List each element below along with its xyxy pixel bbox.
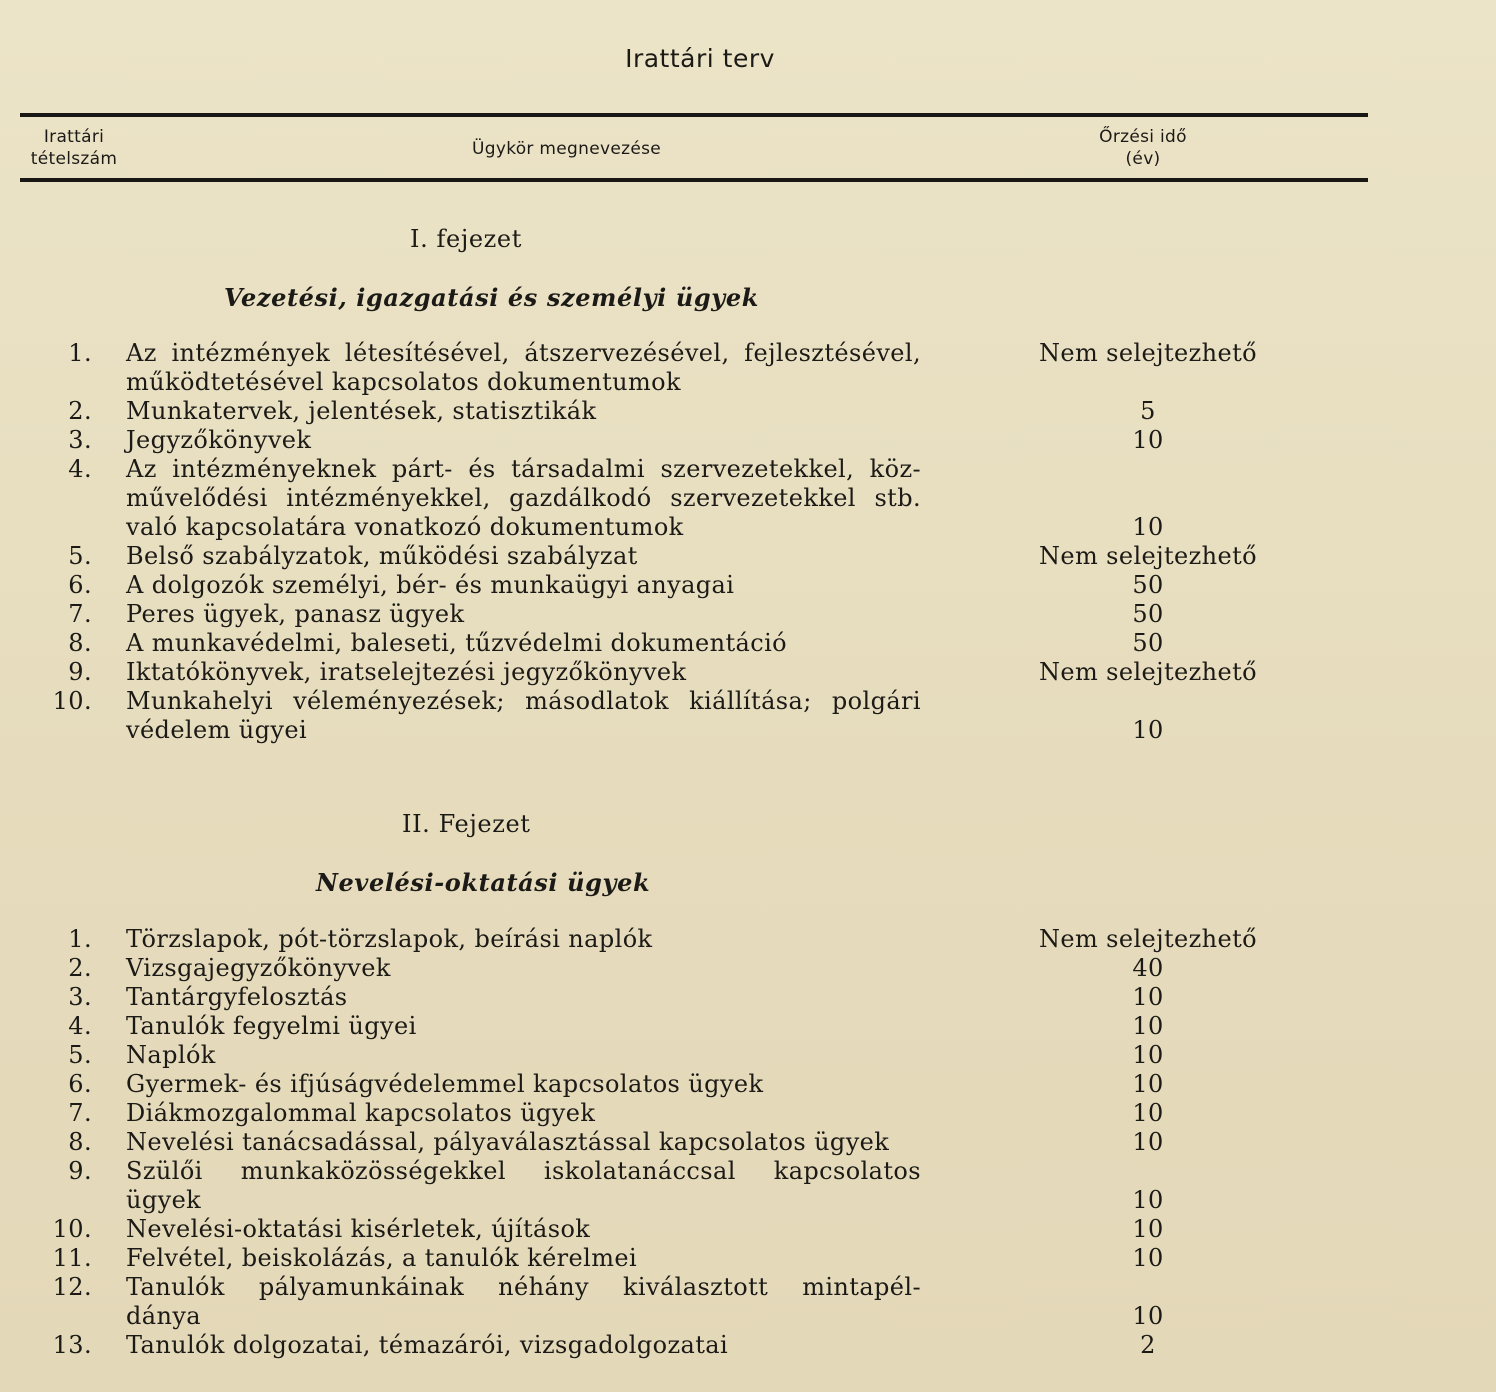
item-retention: 10 bbox=[1132, 1128, 1164, 1156]
item-number: 2. bbox=[68, 397, 92, 425]
item-retention: 10 bbox=[1132, 1012, 1164, 1040]
item-description-line: való kapcsolatára vonatkozó dokumentumok bbox=[126, 513, 684, 541]
item-retention: 10 bbox=[1132, 426, 1164, 454]
item-description-line: Tanulók dolgozatai, témazárói, vizsgadolgozatai bbox=[126, 1331, 729, 1359]
column-header-item-number-line1: Irattári bbox=[43, 127, 105, 147]
item-description-line: művelődési intézményekkel, gazdálkodó szervezetekkel stb. bbox=[126, 484, 921, 512]
item-description-line: Belső szabályzatok, működési szabályzat bbox=[126, 542, 638, 570]
item-description-line: Szülői munkaközösségekkel iskolatanáccsal kapcsolatos bbox=[126, 1157, 921, 1185]
item-retention: 10 bbox=[1132, 513, 1164, 541]
column-header-description: Ügykör megnevezése bbox=[472, 139, 661, 159]
page-title: Irattári terv bbox=[625, 44, 775, 73]
item-number: 1. bbox=[68, 925, 92, 953]
chapter-2-subtitle: Nevelési-oktatási ügyek bbox=[316, 868, 651, 897]
item-description-line: Vizsgajegyzőkönyvek bbox=[126, 954, 391, 982]
item-number: 4. bbox=[68, 1012, 92, 1040]
item-retention: Nem selejtezhető bbox=[1038, 925, 1258, 953]
item-description-line: Az intézményeknek párt- és társadalmi szervezetekkel, köz- bbox=[126, 455, 921, 483]
column-header-retention bbox=[1078, 126, 1208, 170]
column-header-retention-line1: Őrzési idő bbox=[1099, 127, 1187, 147]
item-description-line: Tantárgyfelosztás bbox=[126, 983, 348, 1011]
item-number: 1. bbox=[68, 339, 92, 367]
item-description-line: Az intézmények létesítésével, átszervezésével, fejlesztésével, bbox=[126, 339, 921, 367]
item-description-line: A munkavédelmi, baleseti, tűzvédelmi dokumentáció bbox=[126, 629, 787, 657]
item-retention: 2 bbox=[1140, 1331, 1156, 1359]
item-number: 11. bbox=[52, 1244, 92, 1272]
item-retention: 50 bbox=[1132, 571, 1164, 599]
item-description-line: A dolgozók személyi, bér- és munkaügyi anyagai bbox=[126, 571, 735, 599]
item-description-line: dánya bbox=[126, 1302, 201, 1330]
item-description-line: működtetésével kapcsolatos dokumentumok bbox=[126, 368, 681, 396]
item-description-line: Munkatervek, jelentések, statisztikák bbox=[126, 397, 597, 425]
column-header-retention-line2: (év) bbox=[1125, 149, 1161, 169]
item-description-line: Nevelési tanácsadással, pályaválasztással kapcsolatos ügyek bbox=[126, 1128, 890, 1156]
item-retention: Nem selejtezhető bbox=[1038, 658, 1258, 686]
item-description-line: Tanulók fegyelmi ügyei bbox=[126, 1012, 417, 1040]
column-header-item-number-line2: tételszám bbox=[30, 149, 118, 169]
item-retention: 10 bbox=[1132, 1099, 1164, 1127]
item-retention: 10 bbox=[1132, 1244, 1164, 1272]
item-description-line: Peres ügyek, panasz ügyek bbox=[126, 600, 465, 628]
item-description-line: Munkahelyi véleményezések; másodlatok kiállítása; polgári bbox=[126, 687, 921, 715]
item-description-line: Nevelési-oktatási kisérletek, újítások bbox=[126, 1215, 591, 1243]
item-number: 6. bbox=[68, 1070, 92, 1098]
chapter-2-heading: II. Fejezet bbox=[402, 810, 531, 838]
item-retention: 10 bbox=[1132, 716, 1164, 744]
item-retention: 5 bbox=[1140, 397, 1156, 425]
item-number: 12. bbox=[52, 1273, 92, 1301]
item-retention: 10 bbox=[1132, 1186, 1164, 1214]
item-number: 7. bbox=[68, 1099, 92, 1127]
header-top-rule bbox=[20, 113, 1368, 117]
item-number: 2. bbox=[68, 954, 92, 982]
item-retention: Nem selejtezhető bbox=[1038, 339, 1258, 367]
item-number: 4. bbox=[68, 455, 92, 483]
item-retention: 40 bbox=[1132, 954, 1164, 982]
item-description-line: Iktatókönyvek, iratselejtezési jegyzőkönyvek bbox=[126, 658, 687, 686]
item-number: 10. bbox=[52, 687, 92, 715]
chapter-1-subtitle: Vezetési, igazgatási és személyi ügyek bbox=[224, 283, 759, 312]
item-number: 3. bbox=[68, 983, 92, 1011]
item-number: 9. bbox=[68, 658, 92, 686]
item-description-line: Törzslapok, pót-törzslapok, beírási naplók bbox=[126, 925, 653, 953]
item-description-line: Naplók bbox=[126, 1041, 216, 1069]
item-description-line: Tanulók pályamunkáinak néhány kiválasztott mintapél- bbox=[126, 1273, 921, 1301]
item-description-line: Gyermek- és ifjúságvédelemmel kapcsolatos ügyek bbox=[126, 1070, 764, 1098]
item-retention: 10 bbox=[1132, 1302, 1164, 1330]
item-retention: 10 bbox=[1132, 1070, 1164, 1098]
item-retention: 50 bbox=[1132, 600, 1164, 628]
item-retention: 10 bbox=[1132, 1215, 1164, 1243]
header-bottom-rule bbox=[20, 178, 1368, 182]
item-description-line: Diákmozgalommal kapcsolatos ügyek bbox=[126, 1099, 596, 1127]
item-number: 13. bbox=[52, 1331, 92, 1359]
item-number: 8. bbox=[68, 629, 92, 657]
item-retention: Nem selejtezhető bbox=[1038, 542, 1258, 570]
item-number: 8. bbox=[68, 1128, 92, 1156]
item-number: 3. bbox=[68, 426, 92, 454]
chapter-1-heading: I. fejezet bbox=[410, 225, 522, 253]
item-description-line: Felvétel, beiskolázás, a tanulók kérelmei bbox=[126, 1244, 638, 1272]
item-description-line: ügyek bbox=[126, 1186, 202, 1214]
item-number: 10. bbox=[52, 1215, 92, 1243]
item-number: 5. bbox=[68, 1041, 92, 1069]
item-description-line: védelem ügyei bbox=[126, 716, 308, 744]
item-number: 6. bbox=[68, 571, 92, 599]
column-header-item-number bbox=[22, 126, 126, 170]
item-number: 9. bbox=[68, 1157, 92, 1185]
item-number: 7. bbox=[68, 600, 92, 628]
item-retention: 50 bbox=[1132, 629, 1164, 657]
item-retention: 10 bbox=[1132, 1041, 1164, 1069]
item-description-line: Jegyzőkönyvek bbox=[126, 426, 312, 454]
item-number: 5. bbox=[68, 542, 92, 570]
item-retention: 10 bbox=[1132, 983, 1164, 1011]
